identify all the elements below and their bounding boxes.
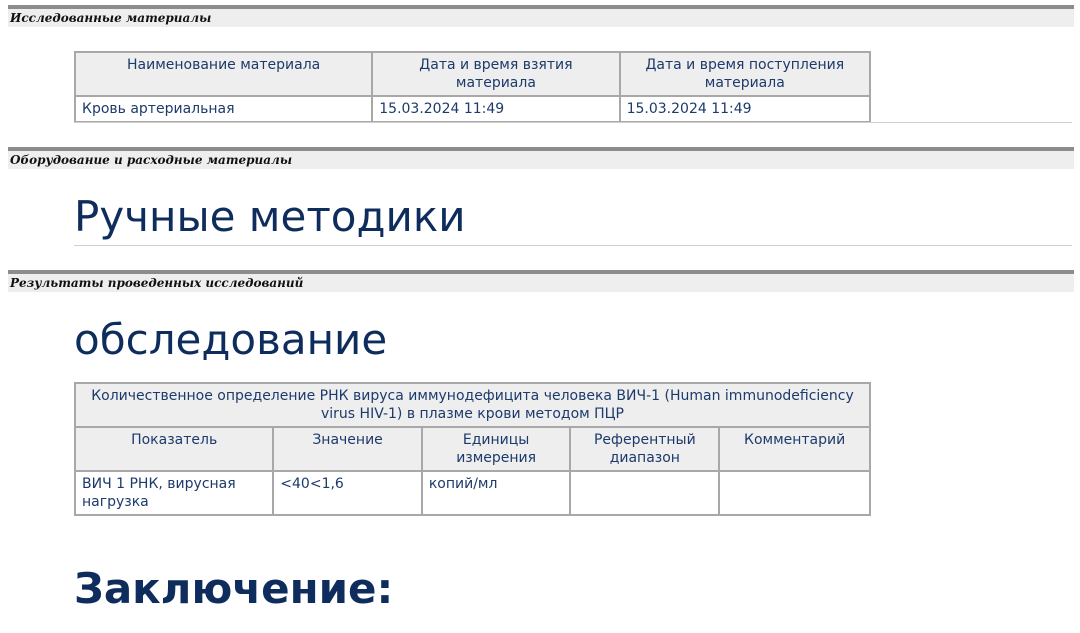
table-caption: Количественное определение РНК вируса иммунодефицита человека ВИЧ-1 (Human immunodeficiency virus HIV-1) в плазме крови методом ПЦР	[75, 383, 870, 427]
column-header: Единицы измерения	[422, 427, 571, 471]
table-cell: копий/мл	[422, 471, 571, 515]
table-cell: Кровь артериальная	[75, 96, 372, 122]
table-row	[75, 96, 870, 122]
table-cell: 15.03.2024 11:49	[620, 96, 870, 122]
section-header-results: Результаты проведенных исследований	[8, 270, 1074, 292]
table-cell	[570, 471, 719, 515]
column-header: Дата и время взятия материала	[372, 52, 619, 96]
table-cell: <40<1,6	[273, 471, 422, 515]
section-header-equipment: Оборудование и расходные материалы	[8, 147, 1074, 169]
materials-table	[74, 51, 871, 123]
conclusion-heading: Заключение:	[74, 564, 394, 613]
table-header-row	[75, 52, 870, 96]
exam-heading: обследование	[74, 315, 388, 364]
table-header-row	[75, 427, 870, 471]
table-caption-row	[75, 383, 870, 427]
column-header: Референтный диапазон	[570, 427, 719, 471]
results-table	[74, 382, 871, 516]
column-header: Значение	[273, 427, 422, 471]
divider	[74, 245, 1072, 246]
column-header: Показатель	[75, 427, 273, 471]
table-cell	[719, 471, 870, 515]
section-header-materials: Исследованные материалы	[8, 5, 1074, 27]
table-cell: ВИЧ 1 РНК, вирусная нагрузка	[75, 471, 273, 515]
column-header: Наименование материала	[75, 52, 372, 96]
manual-methods-heading: Ручные методики	[74, 192, 466, 241]
divider	[74, 122, 1072, 123]
table-row	[75, 471, 870, 515]
column-header: Комментарий	[719, 427, 870, 471]
column-header: Дата и время поступления материала	[620, 52, 870, 96]
table-cell: 15.03.2024 11:49	[372, 96, 619, 122]
